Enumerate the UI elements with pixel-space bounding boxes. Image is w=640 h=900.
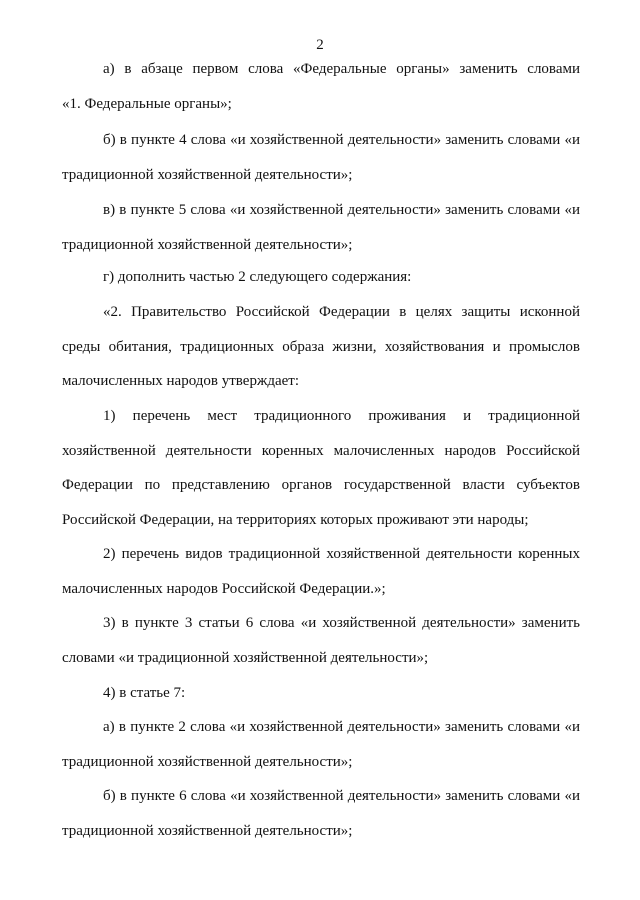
text-line: малочисленных народов Российской Федерации.»; — [62, 581, 386, 597]
text-line: хозяйственной деятельности коренных малочисленных народов Российской — [62, 443, 580, 459]
text-line: среды обитания, традиционных образа жизни, хозяйствования и промыслов — [62, 339, 580, 355]
text-line: традиционной хозяйственной деятельности»; — [62, 754, 353, 770]
text-line: Федерации по представлению органов государственной власти субъектов — [62, 477, 580, 493]
text-line: словами «и традиционной хозяйственной деятельности»; — [62, 650, 429, 666]
text-line: «1. Федеральные органы»; — [62, 96, 232, 112]
text-line: б) в пункте 6 слова «и хозяйственной деятельности» заменить словами «и — [103, 788, 580, 804]
text-line: 2) перечень видов традиционной хозяйственной деятельности коренных — [103, 546, 580, 562]
text-line: традиционной хозяйственной деятельности»; — [62, 237, 353, 253]
text-line: 3) в пункте 3 статьи 6 слова «и хозяйственной деятельности» заменить — [103, 615, 580, 631]
text-line: традиционной хозяйственной деятельности»; — [62, 167, 353, 183]
page-number: 2 — [316, 37, 324, 53]
text-line: малочисленных народов утверждает: — [62, 373, 299, 389]
text-line: 4) в статье 7: — [103, 685, 186, 701]
text-line: а) в пункте 2 слова «и хозяйственной деятельности» заменить словами «и — [103, 719, 580, 735]
text-line: традиционной хозяйственной деятельности»; — [62, 823, 353, 839]
text-line: б) в пункте 4 слова «и хозяйственной деятельности» заменить словами «и — [103, 132, 580, 148]
text-line: а) в абзаце первом слова «Федеральные органы» заменить словами — [103, 61, 580, 77]
text-line: г) дополнить частью 2 следующего содержания: — [103, 269, 412, 285]
text-line: в) в пункте 5 слова «и хозяйственной деятельности» заменить словами «и — [103, 202, 580, 218]
text-line: 1) перечень мест традиционного проживания и традиционной — [103, 408, 580, 424]
text-line: Российской Федерации, на территориях которых проживают эти народы; — [62, 512, 529, 528]
text-line: «2. Правительство Российской Федерации в целях защиты исконной — [103, 304, 580, 320]
